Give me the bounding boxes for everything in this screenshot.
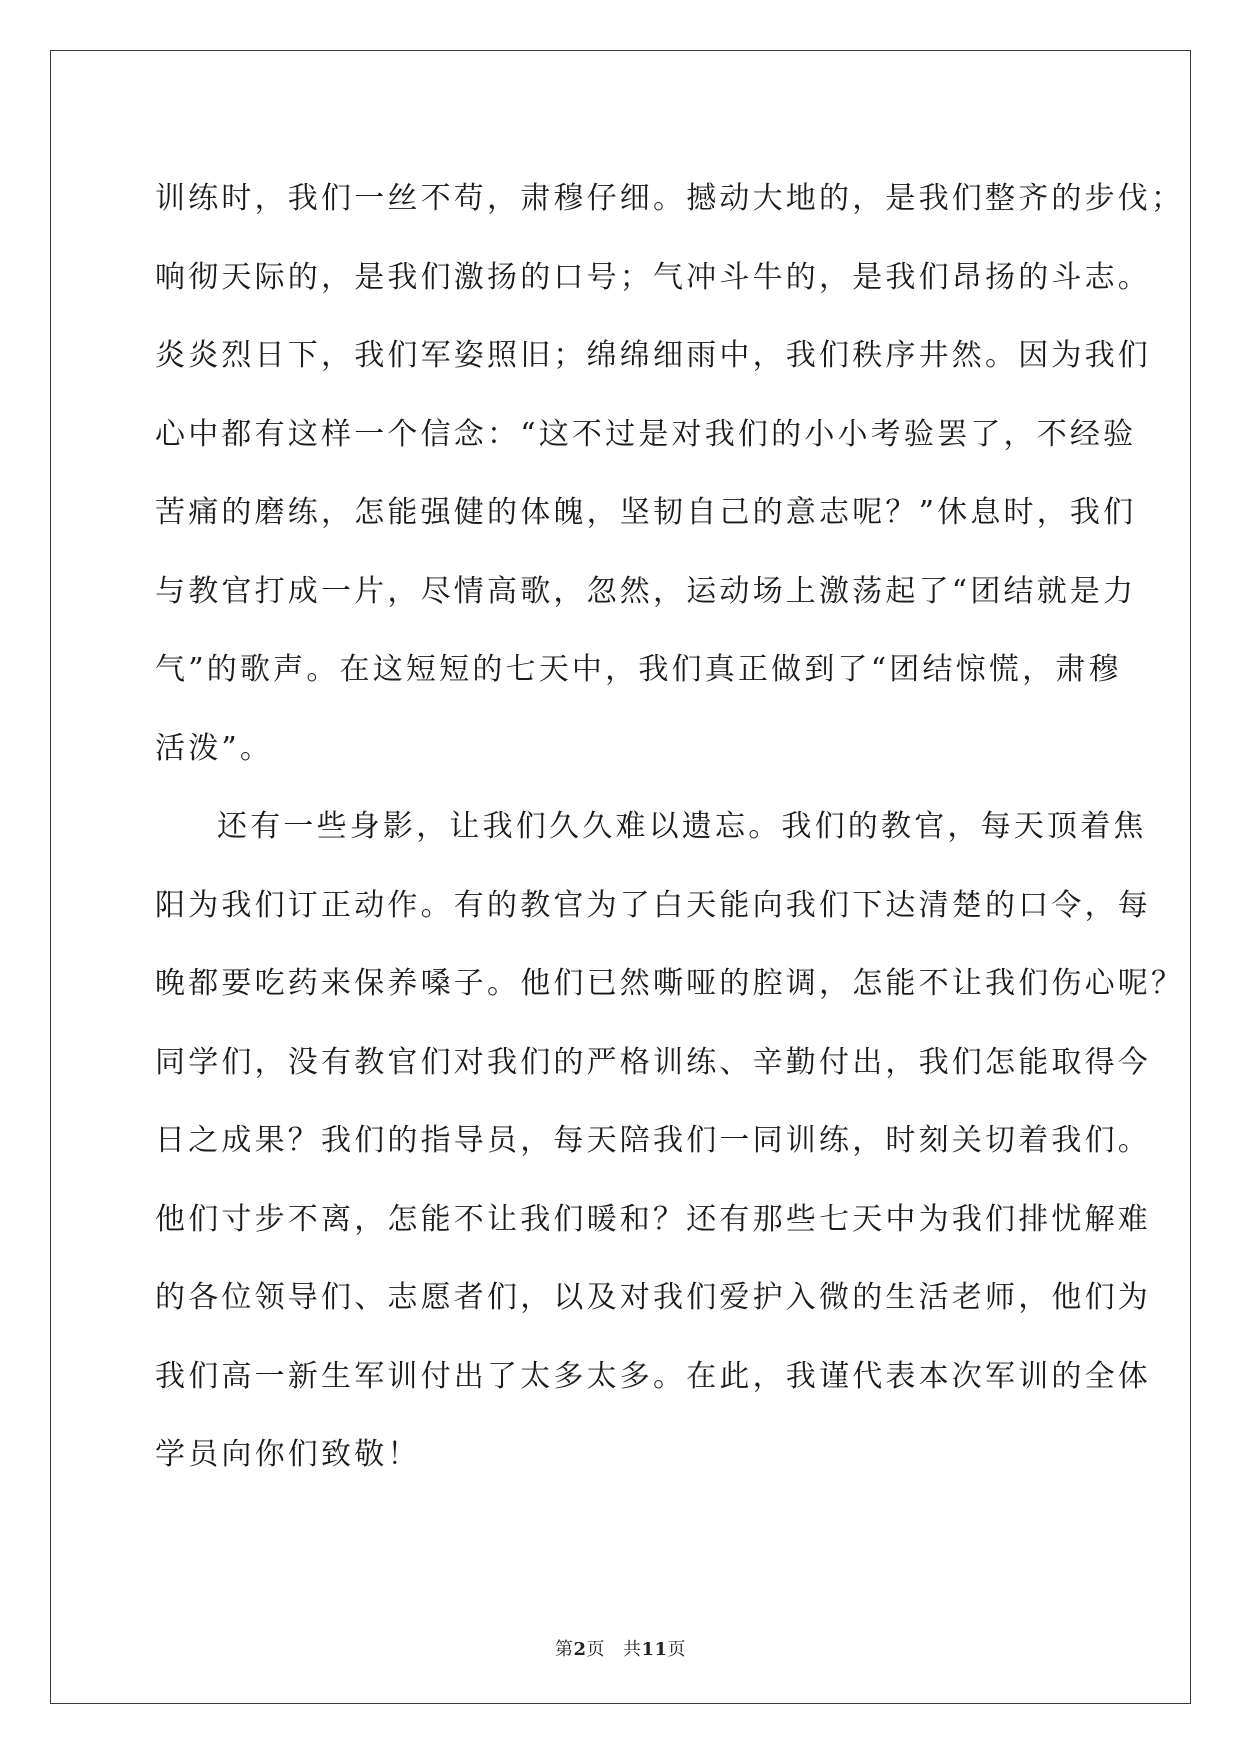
paragraph-1 xyxy=(155,160,1185,788)
text-line: 心中都有这样一个信念：“这不过是对我们的小小考验罢了，不经验 xyxy=(155,416,1137,452)
text-line: 训练时，我们一丝不苟，肃穆仔细。撼动大地的，是我们整齐的步伐； xyxy=(155,181,1185,216)
text-line: 气”的歌声。在这短短的七天中，我们真正做到了“团结惊慌，肃穆 xyxy=(155,652,1122,687)
text-line: 学员向你们致敬！ xyxy=(155,1437,421,1472)
text-line: 晚都要吃药来保养嗓子。他们已然嘶哑的腔调，怎能不让我们伤心呢？ xyxy=(155,966,1185,1001)
text-line: 我们高一新生军训付出了太多太多。在此，我谨代表本次军训的全体 xyxy=(155,1358,1151,1394)
text-line: 与教官打成一片，尽情高歌，忽然，运动场上激荡起了“团结就是力 xyxy=(155,573,1137,609)
page-footer xyxy=(0,1635,1241,1661)
total-pages: 11 xyxy=(641,1639,668,1660)
text-line: 活泼”。 xyxy=(155,730,274,766)
paragraph-2 xyxy=(155,788,1185,1495)
text-line: 炎炎烈日下，我们军姿照旧；绵绵细雨中，我们秩序井然。因为我们 xyxy=(155,338,1151,373)
text-line: 日之成果？我们的指导员，每天陪我们一同训练，时刻关切着我们。 xyxy=(155,1123,1151,1158)
text-line-indented: 还有一些身影，让我们久久难以遗忘。我们的教官，每天顶着焦 xyxy=(217,809,1147,844)
document-body xyxy=(155,160,1185,1495)
page-number: 2 xyxy=(573,1639,587,1660)
page-prefix: 第 xyxy=(554,1639,574,1660)
total-suffix: 页 xyxy=(667,1639,687,1660)
text-line: 苦痛的磨练，怎能强健的体魄，坚韧自己的意志呢？”休息时，我们 xyxy=(155,495,1137,530)
text-line: 阳为我们订正动作。有的教官为了白天能向我们下达清楚的口令，每 xyxy=(155,887,1151,923)
text-line: 响彻天际的，是我们激扬的口号；气冲斗牛的，是我们昂扬的斗志。 xyxy=(155,259,1151,295)
text-line: 的各位领导们、志愿者们，以及对我们爱护入微的生活老师，他们为 xyxy=(155,1280,1151,1315)
text-line: 他们寸步不离，怎能不让我们暖和？还有那些七天中为我们排忧解难 xyxy=(155,1201,1151,1237)
total-prefix: 共 xyxy=(622,1639,642,1660)
page-suffix: 页 xyxy=(586,1639,605,1660)
text-line: 同学们，没有教官们对我们的严格训练、辛勤付出，我们怎能取得今 xyxy=(155,1044,1151,1080)
